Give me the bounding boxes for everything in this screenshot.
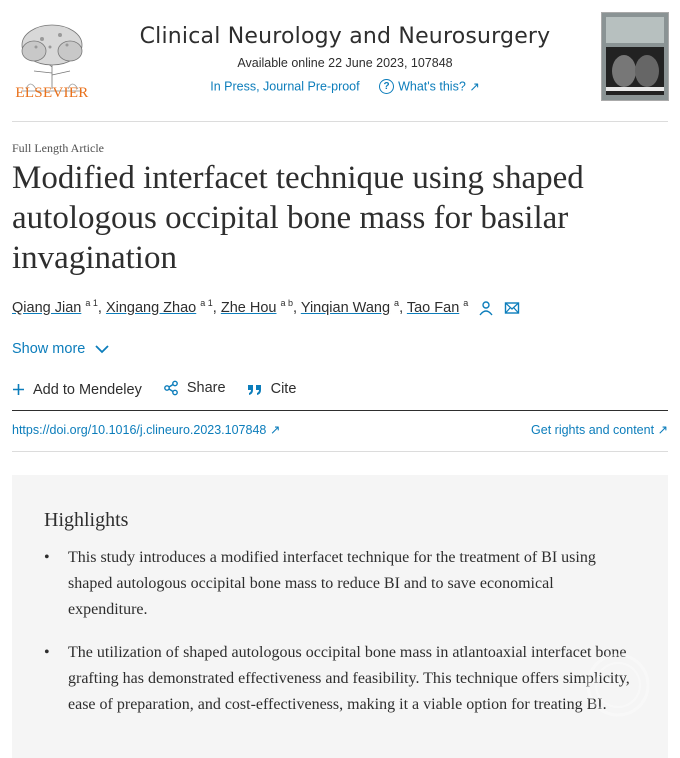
list-item: • The utilization of shaped autologous occipital bone mass in atlantoaxial interfacet bone grafting has demonstrated effectiveness and feasibility. This technique offers simplicity, ease of preparation, and cost-effectiveness, making it a viable option for treating BI. bbox=[44, 640, 634, 718]
author-link[interactable]: Yinqian Wang bbox=[300, 299, 391, 316]
add-to-mendeley-button[interactable]: Add to Mendeley bbox=[12, 382, 142, 398]
author-affiliation[interactable]: a bbox=[463, 298, 469, 308]
plus-icon bbox=[12, 383, 25, 396]
highlights-list bbox=[44, 545, 634, 735]
share-button[interactable]: Share bbox=[163, 380, 226, 396]
external-link-icon: ↗ bbox=[654, 423, 668, 437]
author-affiliation[interactable]: a 1 bbox=[200, 298, 213, 308]
author-affiliation[interactable]: a bbox=[394, 298, 400, 308]
section-divider bbox=[12, 451, 668, 452]
author-link[interactable]: Xingang Zhao bbox=[105, 299, 197, 316]
question-icon: ? bbox=[379, 79, 394, 94]
doi-link[interactable]: https://doi.org/10.1016/j.clineuro.2023.107848 ↗ bbox=[12, 423, 281, 437]
share-icon bbox=[163, 380, 179, 396]
show-more-label: Show more bbox=[12, 341, 86, 357]
header-divider bbox=[12, 121, 668, 122]
highlights-heading: Highlights bbox=[44, 509, 129, 531]
author-affiliation[interactable]: a 1 bbox=[85, 298, 98, 308]
status-links bbox=[120, 79, 570, 94]
toolbar-divider bbox=[12, 410, 668, 411]
in-press-link[interactable]: In Press, Journal Pre-proof bbox=[210, 79, 360, 94]
availability-date: Available online 22 June 2023, 107848 bbox=[237, 56, 453, 70]
author-list: Qiang Jian $^{a 1}$, Xingang Zhao $^{a 1}$, Zhe Hou $^{a b}$, Yinqian Wang $^a$, Tao Fan $^a$ bbox=[12, 298, 520, 316]
cite-button[interactable]: Cite bbox=[247, 381, 297, 397]
article-toolbar bbox=[12, 380, 313, 400]
highlights-box bbox=[12, 475, 668, 758]
journal-title[interactable]: Clinical Neurology and Neurosurgery bbox=[139, 24, 551, 49]
article-type: Full Length Article bbox=[12, 141, 104, 155]
journal-header bbox=[0, 0, 680, 122]
list-item: • This study introduces a modified interfacet technique for the treatment of BI using shaped autologous occipital bone mass to reduce BI and to save economical expenditure. bbox=[44, 545, 634, 623]
author-link[interactable]: Zhe Hou bbox=[220, 299, 277, 316]
whats-this-link[interactable]: What's this? bbox=[398, 79, 466, 94]
quote-icon bbox=[247, 382, 263, 396]
external-link-icon: ↗ bbox=[465, 80, 480, 95]
article-title: Modified interfacet technique using shaped autologous occipital bone mass for basilar invagination bbox=[12, 160, 584, 276]
author-link[interactable]: Qiang Jian bbox=[12, 299, 82, 316]
bullet-icon: • bbox=[44, 644, 50, 661]
show-more-toggle[interactable] bbox=[12, 341, 109, 357]
watermark-logo bbox=[572, 650, 664, 720]
author-link[interactable]: Tao Fan bbox=[406, 299, 460, 316]
author-affiliation[interactable]: a b bbox=[280, 298, 294, 308]
external-link-icon: ↗ bbox=[266, 423, 281, 437]
chevron-down-icon bbox=[95, 344, 109, 354]
person-icon[interactable] bbox=[478, 300, 494, 316]
journal-cover-image[interactable] bbox=[601, 12, 669, 101]
email-icon[interactable] bbox=[504, 301, 520, 315]
bullet-icon: • bbox=[44, 549, 50, 566]
rights-link[interactable]: Get rights and content ↗ bbox=[531, 423, 668, 437]
publisher-name: ELSEVIER bbox=[15, 85, 89, 101]
